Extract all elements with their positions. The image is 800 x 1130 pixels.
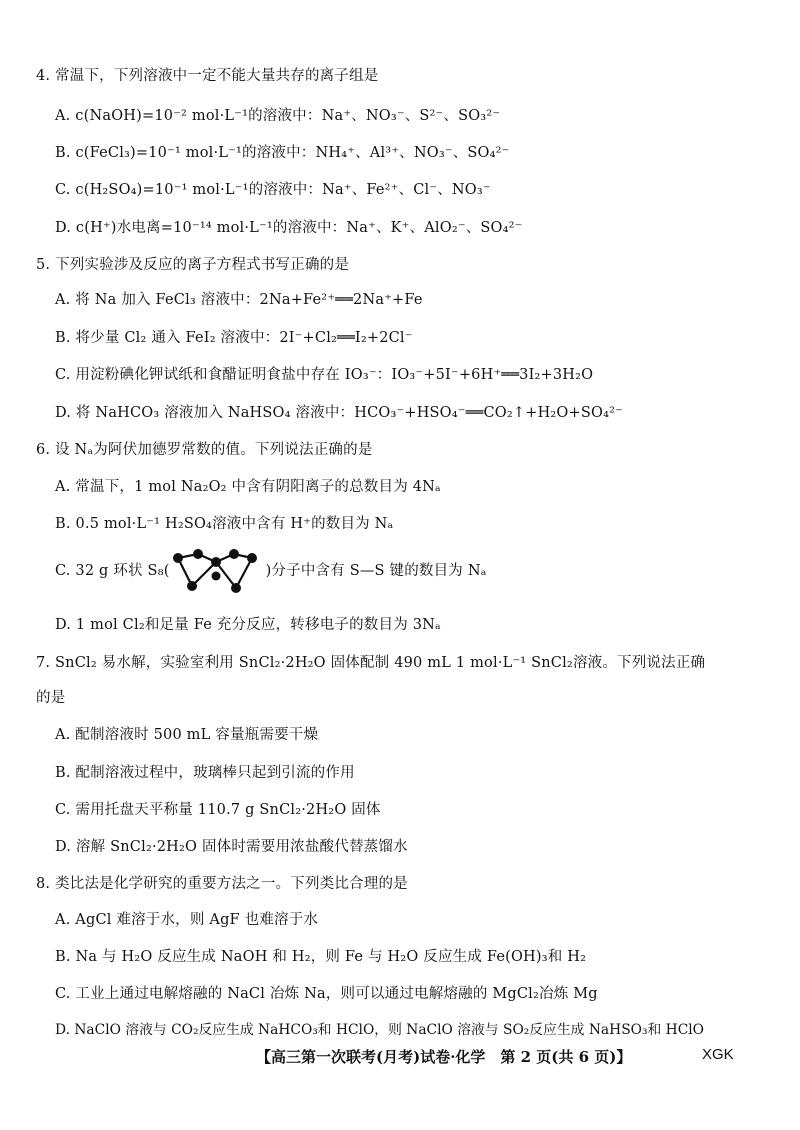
question-6-option-c-suffix: )分子中含有 S—S 键的数目为 Nₐ: [265, 563, 487, 579]
question-5-option-a: A. 将 Na 加入 FeCl₃ 溶液中：2Na+Fe²⁺══2Na⁺+Fe: [55, 292, 423, 308]
question-5-option-b: B. 将少量 Cl₂ 通入 FeI₂ 溶液中：2I⁻+Cl₂══I₂+2Cl⁻: [55, 330, 413, 346]
question-7-option-d: D. 溶解 SnCl₂·2H₂O 固体时需要用浓盐酸代替蒸馏水: [55, 839, 408, 855]
page-footer-code: XGK: [702, 1046, 734, 1063]
s8-ring-molecule-diagram: [172, 548, 264, 594]
question-7-stem-line-2: 的是: [36, 690, 66, 706]
question-7-stem-line-1: 7. SnCl₂ 易水解，实验室利用 SnCl₂·2H₂O 固体配制 490 mL 1 mol·L⁻¹ SnCl₂溶液。下列说法正确: [36, 655, 706, 671]
page-footer-title: 【高三第一次联考(月考)试卷·化学 第 2 页(共 6 页)】: [256, 1048, 632, 1066]
question-5-option-d: D. 将 NaHCO₃ 溶液加入 NaHSO₄ 溶液中：HCO₃⁻+HSO₄⁻══CO₂↑+H₂O+SO₄²⁻: [55, 405, 623, 421]
question-4-option-c: C. c(H₂SO₄)=10⁻¹ mol·L⁻¹的溶液中：Na⁺、Fe²⁺、Cl⁻、NO₃⁻: [55, 182, 491, 198]
question-6-option-a: A. 常温下，1 mol Na₂O₂ 中含有阴阳离子的总数目为 4Nₐ: [55, 479, 441, 495]
question-6-option-c: [55, 548, 487, 594]
question-8-option-a: A. AgCl 难溶于水，则 AgF 也难溶于水: [55, 912, 319, 928]
question-5-stem: 5. 下列实验涉及反应的离子方程式书写正确的是: [36, 257, 350, 273]
question-8-option-d: D. NaClO 溶液与 CO₂反应生成 NaHCO₃和 HClO，则 NaClO 溶液与 SO₂反应生成 NaHSO₃和 HClO: [55, 1022, 704, 1038]
question-4-stem: 4. 常温下，下列溶液中一定不能大量共存的离子组是: [36, 68, 379, 84]
question-4-option-b: B. c(FeCl₃)=10⁻¹ mol·L⁻¹的溶液中：NH₄⁺、Al³⁺、NO₃⁻、SO₄²⁻: [55, 145, 510, 161]
question-7-option-c: C. 需用托盘天平称量 110.7 g SnCl₂·2H₂O 固体: [55, 802, 381, 818]
question-8-option-b: B. Na 与 H₂O 反应生成 NaOH 和 H₂，则 Fe 与 H₂O 反应生成 Fe(OH)₃和 H₂: [55, 949, 587, 965]
question-6-option-d: D. 1 mol Cl₂和足量 Fe 充分反应，转移电子的数目为 3Nₐ: [55, 617, 441, 633]
question-8-option-c: C. 工业上通过电解熔融的 NaCl 冶炼 Na，则可以通过电解熔融的 MgCl₂冶炼 Mg: [55, 986, 598, 1002]
question-7-option-b: B. 配制溶液过程中，玻璃棒只起到引流的作用: [55, 765, 355, 781]
question-6-option-b: B. 0.5 mol·L⁻¹ H₂SO₄溶液中含有 H⁺的数目为 Nₐ: [55, 516, 394, 532]
question-7-option-a: A. 配制溶液时 500 mL 容量瓶需要干燥: [55, 727, 319, 743]
question-4-option-a: A. c(NaOH)=10⁻² mol·L⁻¹的溶液中：Na⁺、NO₃⁻、S²⁻、SO₃²⁻: [55, 108, 501, 124]
question-6-stem: 6. 设 Nₐ为阿伏加德罗常数的值。下列说法正确的是: [36, 442, 373, 458]
question-4-option-d: D. c(H⁺)水电离=10⁻¹⁴ mol·L⁻¹的溶液中：Na⁺、K⁺、AlO₂⁻、SO₄²⁻: [55, 220, 523, 236]
question-6-option-c-prefix: C. 32 g 环状 S₈(: [55, 563, 170, 579]
question-8-stem: 8. 类比法是化学研究的重要方法之一。下列类比合理的是: [36, 876, 408, 892]
question-5-option-c: C. 用淀粉碘化钾试纸和食醋证明食盐中存在 IO₃⁻：IO₃⁻+5I⁻+6H⁺══3I₂+3H₂O: [55, 367, 594, 383]
